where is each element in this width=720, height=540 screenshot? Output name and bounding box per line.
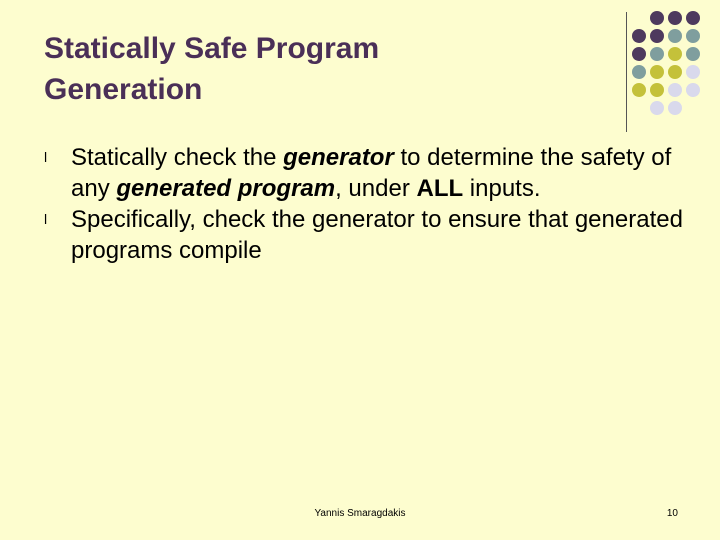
bullet-text-run: to determine the safety of any [71, 144, 672, 202]
decorative-dot [650, 83, 664, 97]
title-divider [626, 12, 627, 132]
decorative-dot [650, 29, 664, 43]
decorative-dot [686, 83, 700, 97]
title-line-2: Generation [44, 73, 203, 106]
bullet-text-run: Statically check the [71, 144, 284, 171]
decorative-dot [668, 65, 682, 79]
bullet-item [44, 142, 684, 204]
bullet-text-run: generated program [116, 175, 336, 202]
bullet-text-run: , under [335, 175, 417, 202]
decorative-dot [632, 83, 646, 97]
title-line-1: Statically Safe Program [44, 32, 380, 65]
decorative-dot [668, 29, 682, 43]
decorative-dot [632, 47, 646, 61]
decorative-dot [668, 101, 682, 115]
decorative-dot [668, 11, 682, 25]
decorative-dot [668, 83, 682, 97]
slide-title [44, 28, 584, 110]
decorative-dot [686, 65, 700, 79]
decorative-dot [686, 29, 700, 43]
decorative-dot [668, 47, 682, 61]
footer-author: Yannis Smaragdakis [314, 508, 406, 519]
decorative-dot [650, 101, 664, 115]
decorative-dot [632, 29, 646, 43]
bullet-text-run: generator [283, 144, 394, 171]
bullet-item [44, 204, 684, 266]
page-number: 10 [666, 508, 678, 519]
decorative-dot [650, 11, 664, 25]
bullet-text-run: Specifically, check the generator to ensure that generated programs compile [71, 206, 683, 264]
bullet-list [44, 142, 684, 266]
bullet-text-run: inputs. [463, 175, 541, 202]
bullet-text-run: ALL [416, 175, 464, 202]
decorative-dot [686, 11, 700, 25]
decorative-dot [686, 47, 700, 61]
decorative-dot [650, 47, 664, 61]
decorative-dot [632, 65, 646, 79]
bullet-marker: l [44, 211, 48, 227]
bullet-marker: l [44, 149, 48, 165]
decorative-dot [650, 65, 664, 79]
